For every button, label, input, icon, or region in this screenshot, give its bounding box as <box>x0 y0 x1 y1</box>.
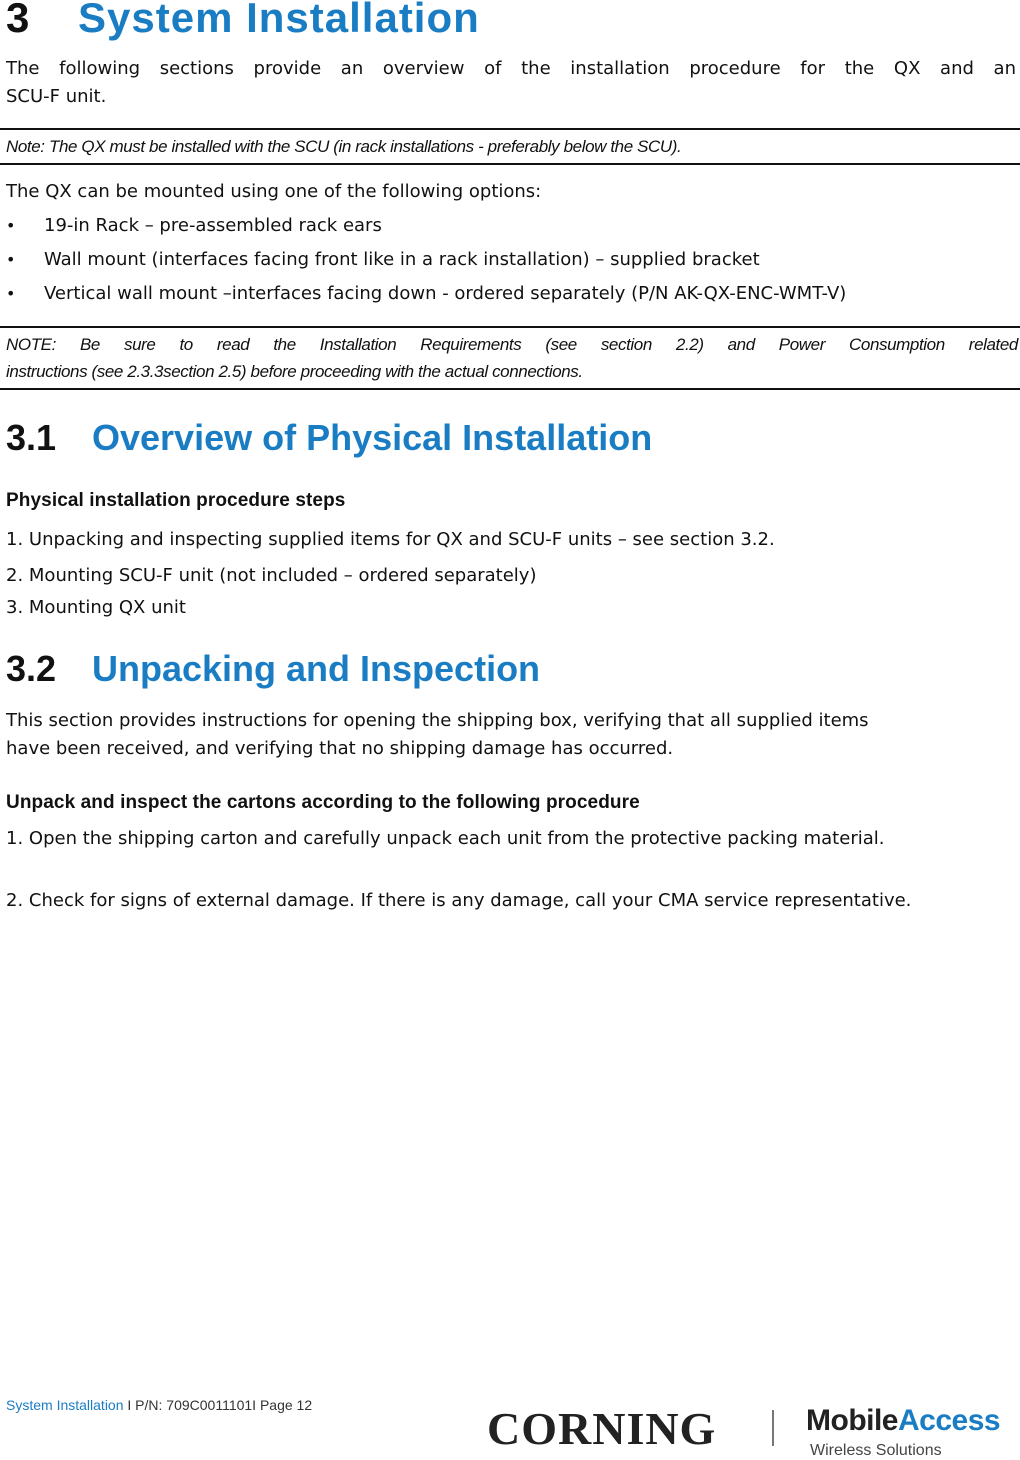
logo-access-text: Access <box>898 1404 1001 1437</box>
note-qx-with-scu: Note: The QX must be installed with the SCU (in rack installations - preferably below the SCU). <box>6 137 682 156</box>
logo-divider <box>772 1410 774 1446</box>
mount-option-label: Vertical wall mount –interfaces facing down - ordered separately (P/N AK-QX-ENC-WMT-V) <box>44 283 847 304</box>
note2-top-rule <box>0 326 1020 328</box>
bullet-icon: • <box>6 284 16 303</box>
logo-mobile-text: Mobile <box>806 1404 898 1437</box>
logo-tagline: Wireless Solutions <box>810 1442 942 1459</box>
mount-option <box>6 246 760 274</box>
section-3-2-heading <box>6 648 540 690</box>
section-title: Unpacking and Inspection <box>92 648 541 689</box>
section-3-1-heading <box>6 417 652 459</box>
page-footer <box>6 1397 312 1413</box>
note-installation-requirements-line2: instructions (see 2.3.3section 2.5) before proceeding with the actual connections. <box>6 362 583 381</box>
note-top-rule <box>0 128 1020 130</box>
intro-paragraph-line2: SCU-F unit. <box>6 86 107 107</box>
intro-paragraph-line1: The following sections provide an overview of the installation procedure for the QX and an <box>6 58 1016 79</box>
note2-bottom-rule <box>0 388 1020 390</box>
procedure-step: 2. Mounting SCU-F unit (not included – ordered separately) <box>6 565 537 586</box>
mobileaccess-logo <box>806 1404 1001 1459</box>
unpacking-paragraph-line1: This section provides instructions for opening the shipping box, verifying that all supplied items <box>6 710 869 731</box>
note-bottom-rule <box>0 163 1020 165</box>
procedure-step: 3. Mounting QX unit <box>6 597 186 618</box>
chapter-title: System Installation <box>78 0 480 41</box>
mount-option-label: Wall mount (interfaces facing front like in a rack installation) – supplied bracket <box>44 249 760 270</box>
note-installation-requirements-line1: NOTE: Be sure to read the Installation Requirements (see section 2.2) and Power Consumption related <box>6 335 1018 354</box>
procedure-subhead: Physical installation procedure steps <box>6 490 346 511</box>
chapter-heading <box>6 0 480 42</box>
unpack-step: 2. Check for signs of external damage. If there is any damage, call your CMA service representative. <box>6 890 912 911</box>
section-number: 3.2 <box>6 648 57 689</box>
bullet-icon: • <box>6 216 16 235</box>
procedure-step: 1. Unpacking and inspecting supplied items for QX and SCU-F units – see section 3.2. <box>6 529 775 550</box>
footer-section-name: System Installation <box>6 1397 124 1413</box>
unpack-procedure-subhead: Unpack and inspect the cartons according to the following procedure <box>6 792 640 813</box>
mount-option <box>6 280 846 308</box>
mount-option-label: 19-in Rack – pre-assembled rack ears <box>44 215 382 236</box>
section-number: 3.1 <box>6 417 57 458</box>
section-title: Overview of Physical Installation <box>92 417 653 458</box>
bullet-icon: • <box>6 250 16 269</box>
chapter-number: 3 <box>6 0 31 41</box>
mount-intro: The QX can be mounted using one of the following options: <box>6 181 542 202</box>
corning-logo: CORNING <box>487 1403 717 1454</box>
footer-page-info: I P/N: 709C0011101I Page 12 <box>123 1397 313 1413</box>
unpack-step: 1. Open the shipping carton and carefully unpack each unit from the protective packing material. <box>6 828 885 849</box>
unpacking-paragraph-line2: have been received, and verifying that no shipping damage has occurred. <box>6 738 674 759</box>
mount-option <box>6 212 382 240</box>
